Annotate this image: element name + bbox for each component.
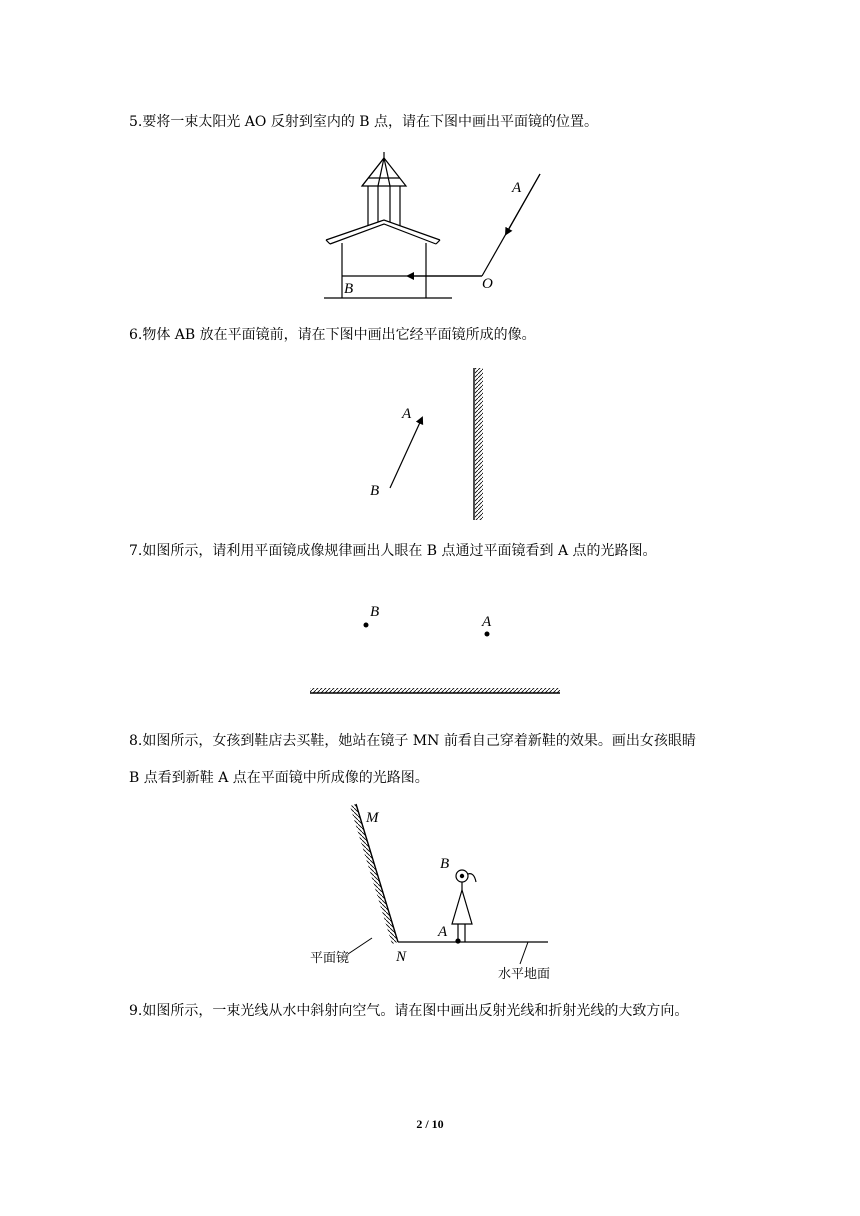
girl-figure [452, 870, 476, 943]
figure-5-house-sunlight [316, 148, 584, 318]
label-horizontal-ground: 水平地面 [498, 967, 551, 982]
label-b: B [370, 483, 380, 499]
label-a: A [402, 406, 412, 422]
label-n: N [396, 949, 407, 965]
figure-7-points-mirror [276, 578, 586, 710]
question-8-text-line1: 8.如图所示，女孩到鞋店去买鞋，她站在镜子 MN 前看自己穿着新鞋的效果。画出女孩眼睛 [129, 733, 696, 749]
label-a: A [512, 180, 522, 196]
label-o: O [482, 276, 493, 292]
figure-8-girl-mirror [286, 800, 576, 985]
point-a [485, 632, 490, 637]
plane-mirror [310, 688, 560, 693]
question-8-text-line2: B 点看到新鞋 A 点在平面镜中所成像的光路图。 [129, 770, 429, 786]
label-b: B [344, 281, 354, 297]
label-b: B [440, 856, 450, 872]
question-6-text: 6.物体 AB 放在平面镜前，请在下图中画出它经平面镜所成的像。 [129, 327, 536, 343]
label-b: B [370, 604, 380, 620]
label-a: A [482, 614, 492, 630]
point-b [364, 623, 369, 628]
question-9-text: 9.如图所示，一束光线从水中斜射向空气。请在图中画出反射光线和折射光线的大致方向。 [129, 1003, 689, 1019]
figure-6-object-mirror [318, 358, 544, 528]
label-a: A [438, 924, 448, 940]
label-plane-mirror: 平面镜 [310, 951, 350, 966]
page-number: 2 / 10 [416, 1117, 444, 1131]
label-m: M [366, 810, 379, 826]
question-5-text: 5.要将一束太阳光 AO 反射到室内的 B 点，请在下图中画出平面镜的位置。 [129, 114, 599, 130]
object-ab-arrow [390, 418, 422, 488]
plane-mirror [474, 368, 483, 520]
question-7-text: 7.如图所示，请利用平面镜成像规律画出人眼在 B 点通过平面镜看到 A 点的光路图。 [129, 543, 657, 559]
